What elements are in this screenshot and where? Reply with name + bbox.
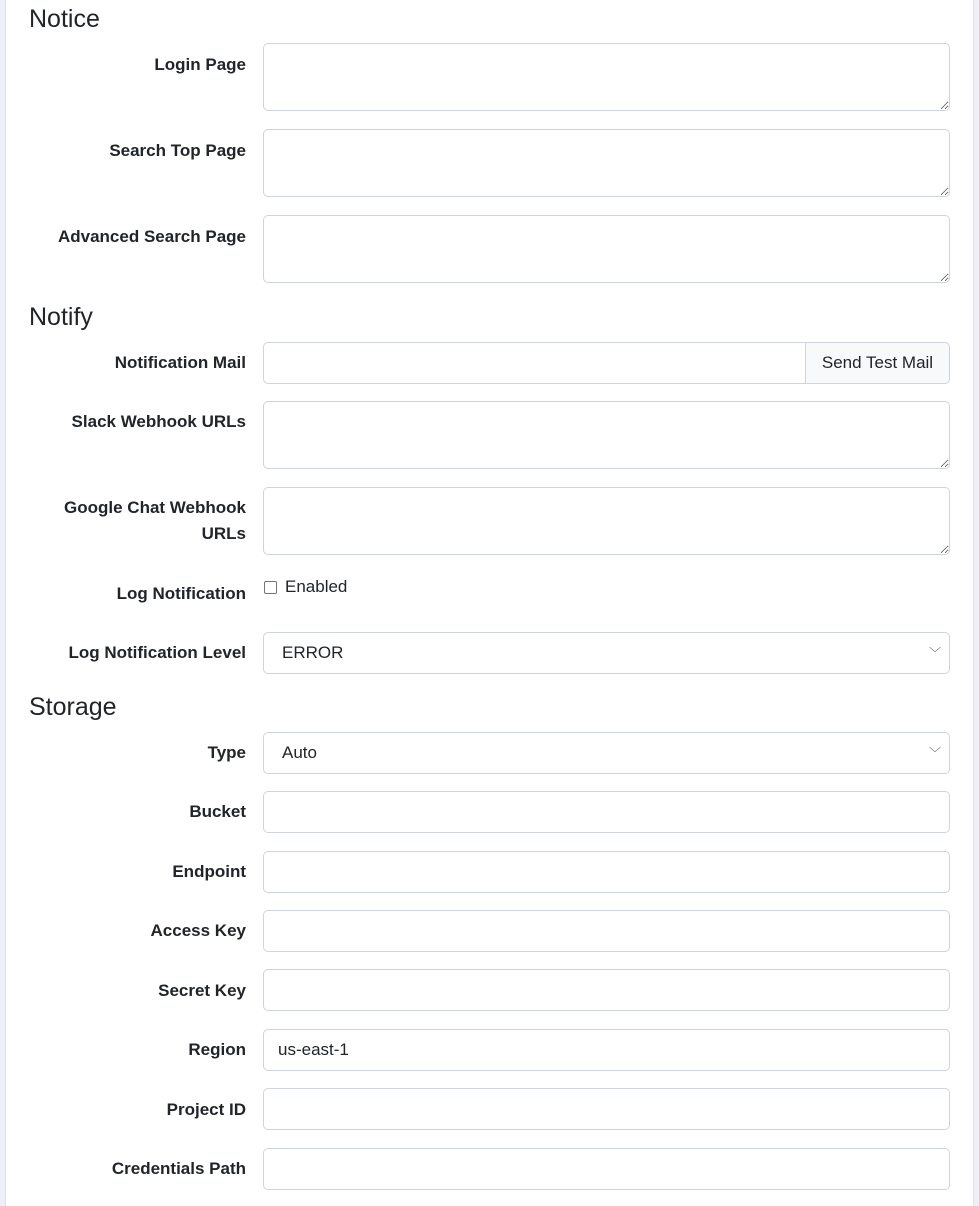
- slack-webhook-urls-label: Slack Webhook URLs: [71, 412, 246, 431]
- region-input[interactable]: [263, 1029, 950, 1071]
- project-id-label: Project ID: [166, 1100, 246, 1119]
- log-notification-level-value: ERROR: [282, 643, 344, 662]
- chevron-down-icon: ﹀: [928, 746, 941, 760]
- section-title-notify: Notify: [29, 303, 93, 331]
- log-notification-enabled-text: Enabled: [285, 577, 348, 596]
- notification-mail-group: [263, 342, 950, 384]
- log-notification-level-label: Log Notification Level: [68, 643, 246, 662]
- endpoint-label: Endpoint: [172, 862, 246, 881]
- login-page-notice-textarea[interactable]: [263, 43, 950, 111]
- chevron-down-icon: ﹀: [928, 646, 941, 660]
- login-page-label: Login Page: [154, 55, 246, 74]
- access-key-input[interactable]: [263, 910, 950, 952]
- storage-type-value: Auto: [282, 743, 317, 762]
- secret-key-input[interactable]: [263, 969, 950, 1011]
- send-test-mail-button[interactable]: Send Test Mail: [805, 342, 950, 384]
- storage-type-label: Type: [207, 743, 246, 762]
- left-page-edge: [0, 0, 6, 1206]
- search-top-page-label: Search Top Page: [109, 141, 246, 160]
- notification-mail-input[interactable]: [263, 342, 805, 384]
- advanced-search-page-notice-textarea[interactable]: [263, 215, 950, 283]
- slack-webhook-urls-textarea[interactable]: [263, 401, 950, 469]
- bucket-input[interactable]: [263, 791, 950, 833]
- section-title-notice: Notice: [29, 5, 100, 33]
- region-label: Region: [188, 1040, 246, 1059]
- right-page-edge: [973, 0, 979, 1206]
- bucket-label: Bucket: [189, 802, 246, 821]
- credentials-path-input[interactable]: [263, 1148, 950, 1190]
- section-title-storage: Storage: [29, 693, 117, 721]
- search-top-page-notice-textarea[interactable]: [263, 129, 950, 197]
- log-notification-level-select[interactable]: [263, 632, 950, 674]
- project-id-input[interactable]: [263, 1088, 950, 1130]
- endpoint-input[interactable]: [263, 851, 950, 893]
- credentials-path-label: Credentials Path: [111, 1159, 246, 1178]
- google-chat-webhook-urls-label: Google Chat Webhook URLs: [64, 498, 246, 543]
- secret-key-label: Secret Key: [158, 981, 246, 1000]
- advanced-search-page-label: Advanced Search Page: [57, 227, 246, 246]
- notification-mail-label: Notification Mail: [114, 353, 246, 372]
- access-key-label: Access Key: [150, 921, 246, 940]
- storage-type-select[interactable]: [263, 732, 950, 774]
- log-notification-label: Log Notification: [116, 584, 246, 603]
- google-chat-webhook-urls-textarea[interactable]: [263, 487, 950, 555]
- log-notification-enabled-checkbox[interactable]: [264, 581, 277, 594]
- log-notification-enabled-option[interactable]: [264, 576, 347, 598]
